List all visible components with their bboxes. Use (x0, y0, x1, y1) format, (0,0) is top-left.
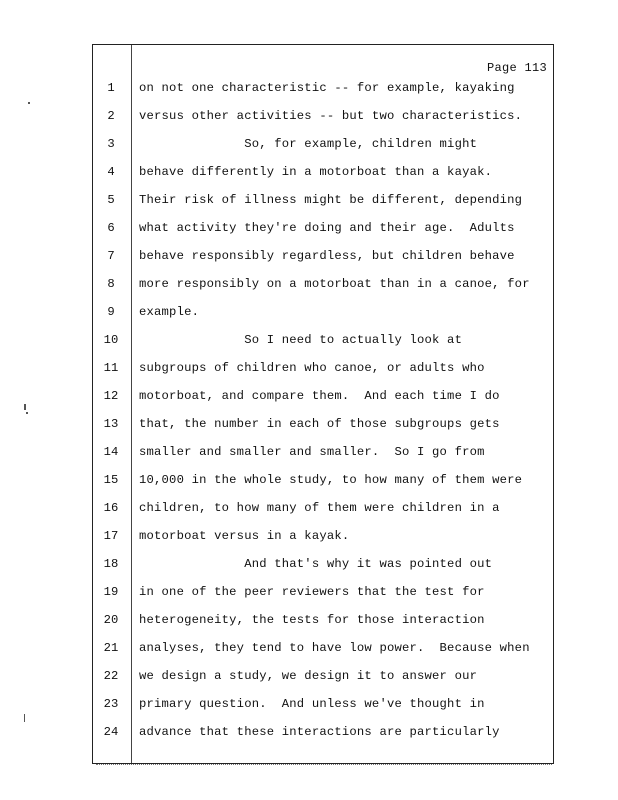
scan-speck (24, 404, 26, 410)
page-number: Page 113 (486, 61, 547, 75)
transcript-line (93, 443, 555, 461)
line-text: 10,000 in the whole study, to how many of them were (139, 473, 523, 487)
line-text: motorboat versus in a kayak. (139, 529, 350, 543)
transcript-line (93, 247, 555, 265)
line-text: what activity they're doing and their age. Adults (139, 221, 515, 235)
scan-speck (24, 714, 25, 722)
line-text: versus other activities -- but two characteristics. (139, 109, 523, 123)
transcript-line (93, 471, 555, 489)
line-text: So, for example, children might (139, 137, 478, 151)
line-number: 10 (103, 333, 119, 347)
transcript-line (93, 527, 555, 545)
line-text: heterogeneity, the tests for those interaction (139, 613, 485, 627)
line-text: And that's why it was pointed out (139, 557, 493, 571)
transcript-line (93, 695, 555, 713)
transcript-line (93, 135, 555, 153)
transcript-page-frame (92, 44, 554, 764)
line-number: 14 (103, 445, 119, 459)
line-text: motorboat, and compare them. And each time I do (139, 389, 500, 403)
transcript-line (93, 107, 555, 125)
line-number: 1 (107, 81, 115, 95)
line-number: 24 (103, 725, 119, 739)
line-number: 6 (107, 221, 115, 235)
line-text: So I need to actually look at (139, 333, 463, 347)
line-text: subgroups of children who canoe, or adults who (139, 361, 485, 375)
scan-speck (28, 102, 30, 104)
transcript-line (93, 331, 555, 349)
transcript-line (93, 583, 555, 601)
transcript-line (93, 387, 555, 405)
line-text: we design a study, we design it to answer our (139, 669, 478, 683)
line-number: 21 (103, 641, 119, 655)
line-number: 3 (107, 137, 115, 151)
transcript-line (93, 79, 555, 97)
line-text: Their risk of illness might be different, depending (139, 193, 523, 207)
line-number: 2 (107, 109, 115, 123)
transcript-line (93, 415, 555, 433)
line-number: 9 (107, 305, 115, 319)
line-number: 13 (103, 417, 119, 431)
line-number: 19 (103, 585, 119, 599)
line-number: 18 (103, 557, 119, 571)
transcript-line (93, 499, 555, 517)
line-text: analyses, they tend to have low power. Because when (139, 641, 530, 655)
line-number: 23 (103, 697, 119, 711)
line-number: 20 (103, 613, 119, 627)
line-number: 17 (103, 529, 119, 543)
line-number: 12 (103, 389, 119, 403)
line-number: 5 (107, 193, 115, 207)
transcript-line (93, 219, 555, 237)
line-text: example. (139, 305, 200, 319)
scan-speck (26, 412, 28, 414)
line-text: primary question. And unless we've thought in (139, 697, 485, 711)
line-number: 15 (103, 473, 119, 487)
line-text: on not one characteristic -- for example, kayaking (139, 81, 515, 95)
transcript-line (93, 611, 555, 629)
line-number: 16 (103, 501, 119, 515)
transcript-line (93, 359, 555, 377)
transcript-line (93, 163, 555, 181)
line-text: children, to how many of them were children in a (139, 501, 500, 515)
line-number: 11 (103, 361, 119, 375)
line-text: advance that these interactions are particularly (139, 725, 500, 739)
transcript-line (93, 639, 555, 657)
transcript-line (93, 275, 555, 293)
line-text: behave responsibly regardless, but children behave (139, 249, 515, 263)
line-text: smaller and smaller and smaller. So I go from (139, 445, 485, 459)
transcript-line (93, 303, 555, 321)
line-number: 8 (107, 277, 115, 291)
transcript-line (93, 667, 555, 685)
transcript-line (93, 555, 555, 573)
line-text: behave differently in a motorboat than a kayak. (139, 165, 493, 179)
line-text: more responsibly on a motorboat than in a canoe, for (139, 277, 530, 291)
line-number: 7 (107, 249, 115, 263)
scan-footer-artifact (96, 764, 552, 770)
transcript-line (93, 723, 555, 741)
line-number: 4 (107, 165, 115, 179)
transcript-line (93, 191, 555, 209)
line-number: 22 (103, 669, 119, 683)
line-text: that, the number in each of those subgroups gets (139, 417, 500, 431)
line-text: in one of the peer reviewers that the test for (139, 585, 485, 599)
